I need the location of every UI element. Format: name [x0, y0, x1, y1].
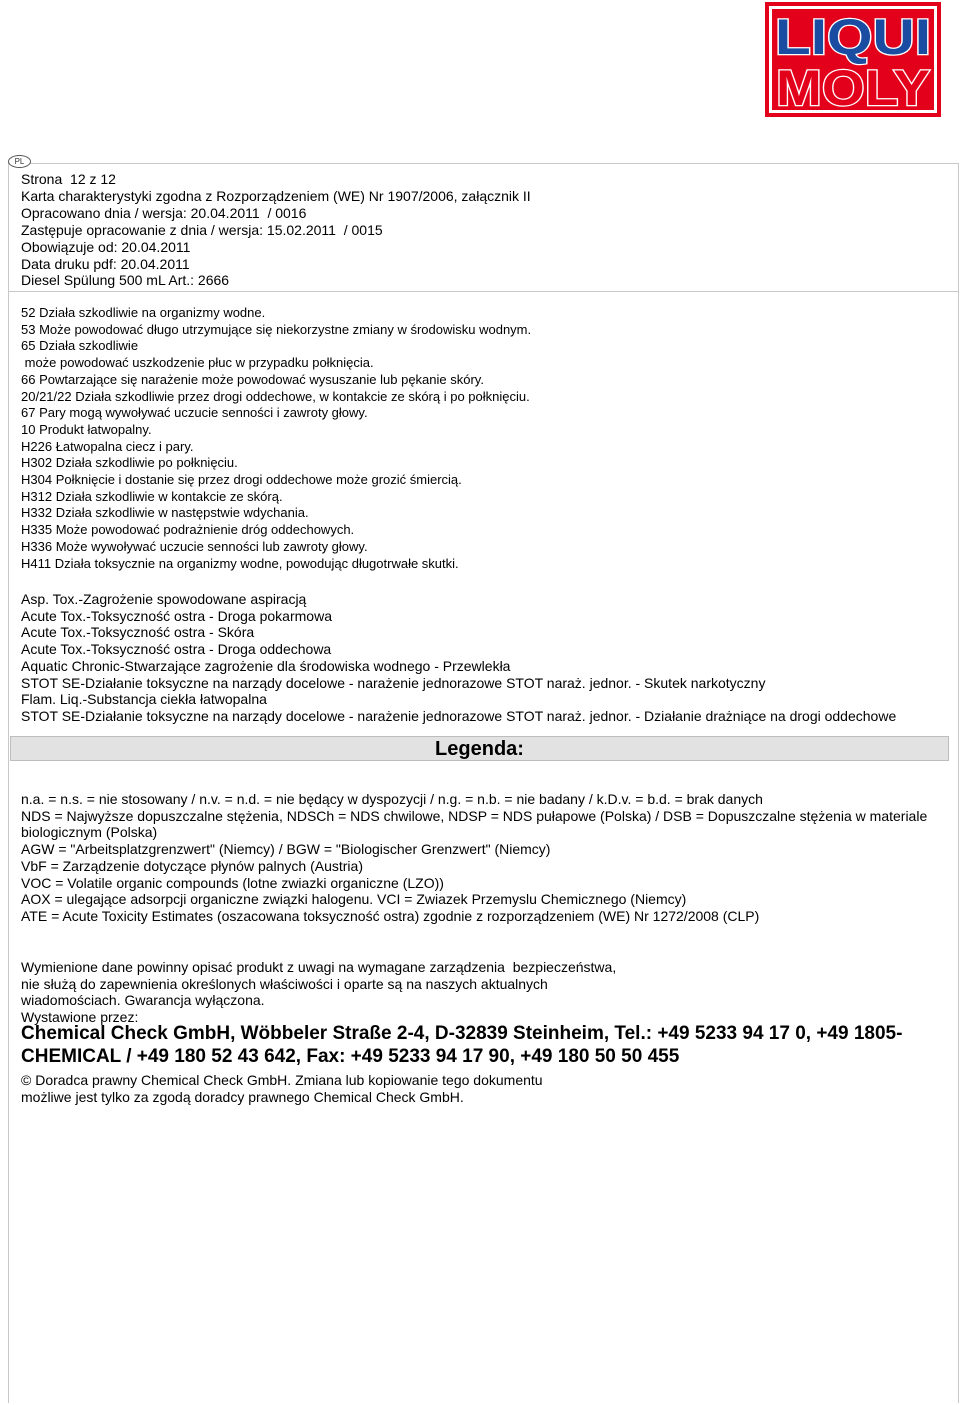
hazard-classes-list [21, 591, 896, 725]
list-item: Acute Tox.-Toksyczność ostra - Skóra [21, 624, 255, 641]
liqui-moly-logo [765, 2, 941, 117]
list-item: AGW = "Arbeitsplatzgrenzwert" (Niemcy) / BGW = "Biologischer Grenzwert" (Niemcy) [21, 841, 551, 858]
list-item: H312 Działa szkodliwie w kontakcie ze skórą. [21, 488, 283, 504]
list-item: Acute Tox.-Toksyczność ostra - Droga oddechowa [21, 641, 332, 658]
list-item: Acute Tox.-Toksyczność ostra - Droga pokarmowa [21, 607, 332, 624]
disclaimer-line: wiadomościach. Gwarancja wyłączona. [21, 992, 265, 1009]
list-item: STOT SE-Działanie toksyczne na narządy docelowe - narażenie jednorazowe STOT naraż. jednor. - Skutek narkotyczny [21, 674, 766, 691]
list-item: AOX = ulegające adsorpcji organiczne związki halogenu. VCI = Zwiazek Przemyslu Chemicznego (Niemcy) [21, 891, 687, 908]
list-item: n.a. = n.s. = nie stosowany / n.v. = n.d. = nie będący w dyspozycji / n.g. = n.b. = nie badany / k.D.v. = b.d. = brak danych [21, 791, 763, 807]
list-item: Aquatic Chronic-Stwarzające zagrożenie dla środowiska wodnego - Przewlekła [21, 657, 511, 674]
list-item: H336 Może wywoływać uczucie senności lub zawroty głowy. [21, 538, 368, 554]
issued-by-label: Wystawione przez: [21, 1009, 139, 1026]
list-item: 52 Działa szkodliwie na organizmy wodne. [21, 305, 266, 320]
list-item: Flam. Liq.-Substancja ciekła łatwopalna [21, 691, 267, 708]
list-item: VOC = Volatile organic compounds (lotne zwiazki organiczne (LZO)) [21, 874, 444, 891]
list-item: może powodować uszkodzenie płuc w przypadku połknięcia. [21, 355, 374, 371]
list-item: NDS = Najwyższe dopuszczalne stężenia, NDSCh = NDS chwilowe, NDSP = NDS pułapowe (Polska) / DSB = Dopuszczalne stężenia w materiale biologicznym (Polska) [21, 807, 928, 841]
list-item: H332 Działa szkodliwie w następstwie wdychania. [21, 505, 309, 521]
disclaimer-line: nie służą do zapewnienia określonych właściwości i oparte są na naszych aktualnych [21, 975, 548, 992]
list-item: H411 Działa toksycznie na organizmy wodne, powodując długotrwałe skutki. [21, 555, 459, 571]
product-name: Diesel Spülung 500 mL Art.: 2666 [21, 272, 230, 289]
list-item: 66 Powtarzające się narażenie może powodować wysuszanie lub pękanie skóry. [21, 371, 484, 387]
list-item: H302 Działa szkodliwie po połknięciu. [21, 455, 238, 471]
list-item: H226 Łatwopalna ciecz i pary. [21, 438, 194, 454]
valid-from: Obowiązuje od: 20.04.2011 [21, 238, 191, 255]
list-item: Asp. Tox.-Zagrożenie spowodowane aspiracją [21, 591, 307, 607]
disclaimer-line: Wymienione dane powinny opisać produkt z uwagi na wymagane zarządzenia bezpieczeństwa, [21, 959, 617, 975]
legend-heading: Legenda: [10, 736, 949, 761]
replaces-version: Zastępuje opracowanie z dnia / wersja: 15.02.2011 / 0015 [21, 221, 383, 238]
logo-text-moly: MOLY [776, 60, 930, 116]
list-item: 67 Pary mogą wywoływać uczucie senności i zawroty głowy. [21, 405, 368, 421]
copyright-line: © Doradca prawny Chemical Check GmbH. Zmiana lub kopiowanie tego dokumentu [21, 1072, 543, 1088]
prepared-date: Opracowano dnia / wersja: 20.04.2011 / 0016 [21, 204, 307, 221]
copyright-notice [21, 1072, 543, 1105]
list-item: 53 Może powodować długo utrzymujące się niekorzystne zmiany w środowisku wodnym. [21, 321, 532, 337]
print-date: Data druku pdf: 20.04.2011 [21, 255, 190, 272]
list-item: H335 Może powodować podrażnienie dróg oddechowych. [21, 522, 355, 538]
document-header [21, 171, 531, 289]
company-contact: Chemical Check GmbH, Wöbbeler Straße 2-4, D-32839 Steinheim, Tel.: +49 5233 94 17 0, +49 1805-CHEMICAL / +49 180 52 43 642, Fax: +49 5233 94 17 90, +49 180 50 50 455 [21, 1023, 903, 1067]
list-item: H304 Połknięcie i dostanie się przez drogi oddechowe może grozić śmiercią. [21, 472, 462, 488]
logo-text-liqui: LIQUI [775, 9, 931, 65]
list-item: STOT SE-Działanie toksyczne na narządy docelowe - narażenie jednorazowe STOT naraż. jednor. - Działanie drażniące na drogi oddechowe [21, 707, 897, 724]
copyright-line: możliwe jest tylko za zgodą doradcy prawnego Chemical Check GmbH. [21, 1088, 464, 1105]
list-item: 10 Produkt łatwopalny. [21, 421, 152, 437]
legend-list [21, 791, 931, 925]
language-badge: PL [8, 155, 31, 168]
header-divider [8, 291, 959, 292]
list-item: VbF = Zarządzenie dotyczące płynów palnych (Austria) [21, 857, 363, 874]
document-title: Karta charakterystyki zgodna z Rozporządzeniem (WE) Nr 1907/2006, załącznik II [21, 187, 531, 204]
list-item: 20/21/22 Działa szkodliwie przez drogi oddechowe, w kontakcie ze skórą i po połknięciu. [21, 388, 530, 404]
list-item: ATE = Acute Toxicity Estimates (oszacowana toksyczność ostra) zgodnie z rozporządzeniem (WE) Nr 1272/2008 (CLP) [21, 907, 760, 924]
disclaimer [21, 959, 616, 1026]
list-item: 65 Działa szkodliwie [21, 338, 139, 354]
hazard-phrases-list [21, 305, 531, 572]
page-number: Strona 12 z 12 [21, 171, 116, 187]
